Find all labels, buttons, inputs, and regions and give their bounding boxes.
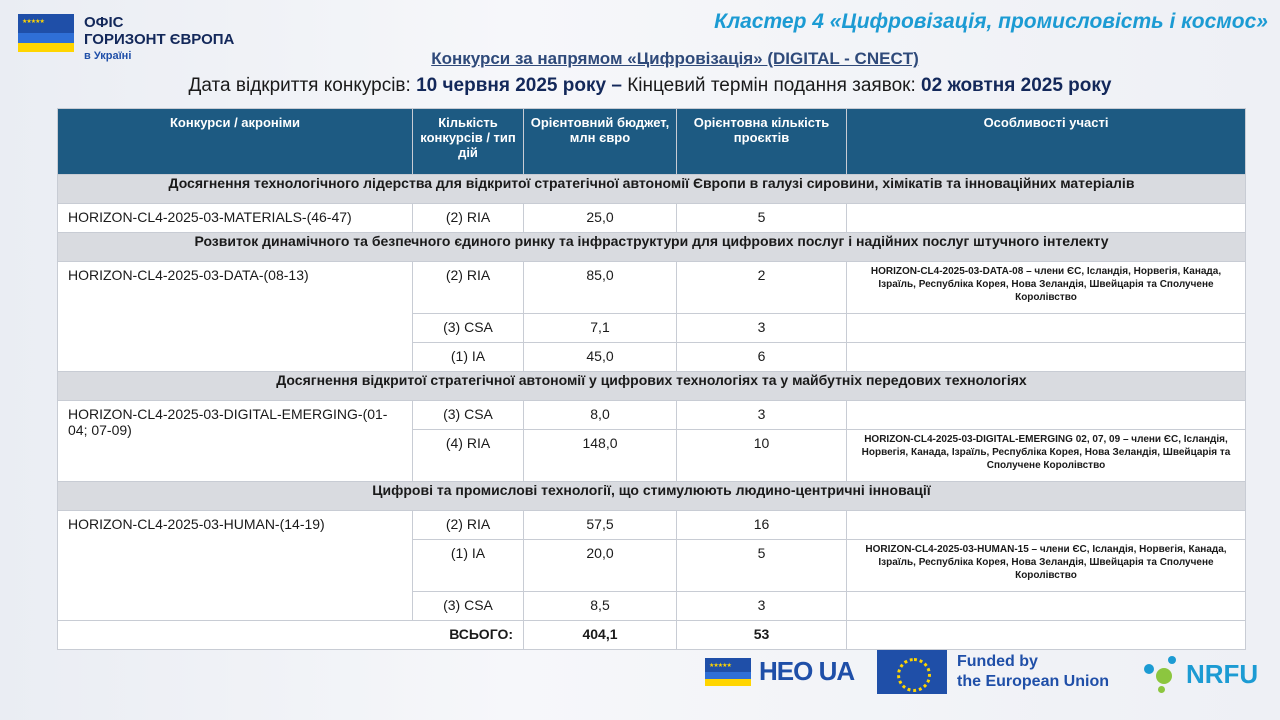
table-row <box>58 262 1246 314</box>
cluster-title: Кластер 4 «Цифровізація, промисловість і космос» <box>714 10 1268 33</box>
logo-line3: в Україні <box>84 50 132 62</box>
section-row <box>58 482 1246 511</box>
total-row <box>58 621 1246 650</box>
budget-value: 148,0 <box>524 430 677 482</box>
action-type: (3) CSA <box>413 592 524 621</box>
projects-value: 5 <box>677 204 847 233</box>
projects-value: 10 <box>677 430 847 482</box>
heo-logo <box>705 656 854 687</box>
dates-line <box>0 75 1280 97</box>
section-row <box>58 233 1246 262</box>
participation-note <box>847 343 1246 372</box>
section-title: Цифрові та промислові технології, що стимулюють людино-центричні інновації <box>58 482 1246 511</box>
molecule-icon <box>1142 654 1182 694</box>
deadline-value: 02 жовтня 2025 року <box>921 75 1112 96</box>
projects-value: 6 <box>677 343 847 372</box>
projects-value: 3 <box>677 401 847 430</box>
header-projects: Орієнтовна кількість проєктів <box>677 109 847 175</box>
action-type: (2) RIA <box>413 262 524 314</box>
participation-note <box>847 401 1246 430</box>
eu-ua-flag-icon <box>18 14 74 52</box>
participation-note <box>847 314 1246 343</box>
budget-value: 85,0 <box>524 262 677 314</box>
budget-value: 45,0 <box>524 343 677 372</box>
total-label: ВСЬОГО: <box>58 621 524 650</box>
eu-funding-logo <box>877 650 1109 694</box>
projects-value: 16 <box>677 511 847 540</box>
call-code: HORIZON-CL4-2025-03-HUMAN-(14-19) <box>58 511 413 621</box>
participation-note <box>847 204 1246 233</box>
table-header-row <box>58 109 1246 175</box>
table-row <box>58 204 1246 233</box>
total-projects: 53 <box>677 621 847 650</box>
call-code: HORIZON-CL4-2025-03-MATERIALS-(46-47) <box>58 204 413 233</box>
logo-line2: ГОРИЗОНТ ЄВРОПА <box>84 31 235 48</box>
header-calls: Конкурси / акроніми <box>58 109 413 175</box>
footer-logos <box>0 650 1280 720</box>
projects-value: 3 <box>677 314 847 343</box>
header-participation: Особливості участі <box>847 109 1246 175</box>
table-row <box>58 511 1246 540</box>
calls-table <box>57 108 1246 650</box>
eu-text-line1: Funded by <box>957 653 1038 670</box>
action-type: (4) RIA <box>413 430 524 482</box>
budget-value: 25,0 <box>524 204 677 233</box>
header-budget: Орієнтовний бюджет, млн євро <box>524 109 677 175</box>
nrfu-text: NRFU <box>1186 658 1259 689</box>
section-title: Розвиток динамічного та безпечного єдиного ринку та інфраструктури для цифрових послуг і надійних послуг штучного інтелекту <box>58 233 1246 262</box>
section-title: Досягнення технологічного лідерства для відкритої стратегічної автономії Європи в галузі сировини, хімікатів та інноваційних матеріалів <box>58 175 1246 204</box>
budget-value: 8,5 <box>524 592 677 621</box>
budget-value: 57,5 <box>524 511 677 540</box>
call-code: HORIZON-CL4-2025-03-DATA-(08-13) <box>58 262 413 372</box>
eu-ua-flag-icon <box>705 658 751 686</box>
action-type: (2) RIA <box>413 204 524 233</box>
header-count-type: Кількість конкурсів / тип дій <box>413 109 524 175</box>
section-row <box>58 372 1246 401</box>
participation-note <box>847 592 1246 621</box>
section-row <box>58 175 1246 204</box>
nrfu-logo <box>1142 654 1258 694</box>
projects-value: 5 <box>677 540 847 592</box>
eu-flag-icon <box>877 650 947 694</box>
participation-note <box>847 511 1246 540</box>
section-title: Досягнення відкритої стратегічної автономії у цифрових технологіях та у майбутніх передових технологіях <box>58 372 1246 401</box>
action-type: (1) IA <box>413 540 524 592</box>
open-date-value: 10 червня 2025 року – <box>416 75 628 96</box>
table-row <box>58 401 1246 430</box>
heo-text: HEO UA <box>759 656 855 686</box>
action-type: (3) CSA <box>413 401 524 430</box>
call-code: HORIZON-CL4-2025-03-DIGITAL-EMERGING-(01-04; 07-09) <box>58 401 413 482</box>
page-subtitle: Конкурси за напрямом «Цифровізація» (DIGITAL - CNECT) <box>431 49 919 68</box>
participation-note: HORIZON-CL4-2025-03-DIGITAL-EMERGING 02, 07, 09 – члени ЄС, Ісландія, Норвегія, Канада, Ізраїль, Республіка Корея, Нова Зеландія, Швейцарія та Сполучене Королівство <box>847 430 1246 482</box>
budget-value: 8,0 <box>524 401 677 430</box>
action-type: (3) CSA <box>413 314 524 343</box>
total-budget: 404,1 <box>524 621 677 650</box>
budget-value: 7,1 <box>524 314 677 343</box>
participation-note: HORIZON-CL4-2025-03-DATA-08 – члени ЄС, Ісландія, Норвегія, Канада, Ізраїль, Республіка Корея, Нова Зеландія, Швейцарія та Сполучене Королівство <box>847 262 1246 314</box>
total-empty <box>847 621 1246 650</box>
deadline-label: Кінцевий термін подання заявок: <box>627 75 922 96</box>
projects-value: 3 <box>677 592 847 621</box>
projects-value: 2 <box>677 262 847 314</box>
logo-line1: ОФІС <box>84 14 124 31</box>
budget-value: 20,0 <box>524 540 677 592</box>
open-date-label: Дата відкриття конкурсів: <box>188 75 417 96</box>
action-type: (1) IA <box>413 343 524 372</box>
participation-note: HORIZON-CL4-2025-03-HUMAN-15 – члени ЄС, Ісландія, Норвегія, Канада, Ізраїль, Республіка Корея, Нова Зеландія, Швейцарія та Сполучене Королівство <box>847 540 1246 592</box>
eu-text-line2: the European Union <box>957 673 1109 690</box>
action-type: (2) RIA <box>413 511 524 540</box>
